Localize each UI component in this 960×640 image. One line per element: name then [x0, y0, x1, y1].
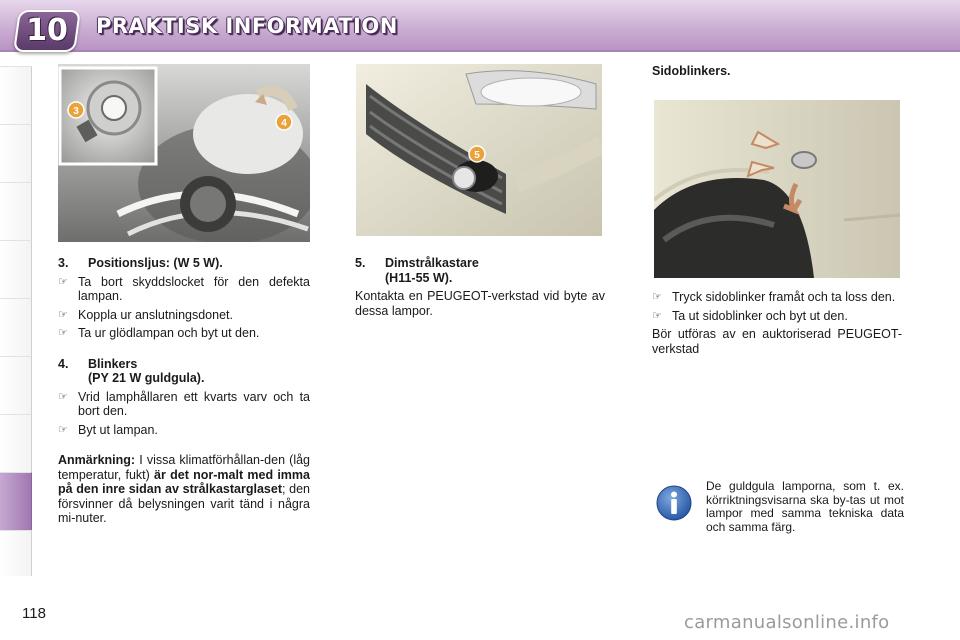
chapter-tab-strip: [0, 66, 34, 576]
callout-4: 4: [281, 118, 287, 129]
chapter-header: [0, 0, 960, 52]
chapter-tab[interactable]: [0, 240, 32, 298]
bullet-item: ☞ Tryck sidoblinker framåt och ta loss den.: [652, 290, 896, 304]
chapter-number: 10: [26, 13, 68, 48]
bullet-item: ☞ Ta ur glödlampan och byt ut den.: [58, 326, 260, 340]
section-4-heading: 4. Blinkers (PY 21 W guldgula).: [58, 356, 205, 385]
side-repeater-note: Bör utföras av en auktoriserad PEUGEOT-verkstad: [652, 327, 902, 356]
chapter-tab[interactable]: [0, 414, 32, 472]
page-title: PRAKTISK INFORMATION: [96, 14, 398, 38]
page-number: 118: [22, 605, 46, 622]
column-right: [652, 290, 902, 356]
chapter-tab[interactable]: [0, 298, 32, 356]
bullet-item: ☞ Koppla ur anslutningsdonet.: [58, 307, 233, 322]
hand-pointer-icon: ☞: [58, 423, 68, 436]
side-repeater-photo: [654, 100, 900, 278]
section-5-heading: 5. Dimstrålkastare (H11-55 W).: [355, 256, 479, 285]
fog-lamp-photo: [356, 64, 602, 236]
bullet-item: ☞ Byt ut lampan.: [58, 422, 158, 437]
chapter-tab[interactable]: [0, 530, 32, 576]
hand-pointer-icon: ☞: [652, 291, 662, 303]
bullet-item: ☞ Ta ut sidoblinker och byt ut den.: [652, 308, 848, 323]
column-right-title: [652, 64, 902, 79]
column-left: [58, 256, 310, 526]
hand-pointer-icon: ☞: [652, 309, 662, 322]
hand-pointer-icon: ☞: [58, 327, 68, 339]
chapter-tab[interactable]: [0, 66, 32, 124]
hand-pointer-icon: ☞: [58, 390, 68, 403]
watermark: carmanualsonline.info: [684, 612, 890, 633]
chapter-tab[interactable]: [0, 182, 32, 240]
chapter-badge: [13, 10, 81, 52]
callout-3: 3: [73, 106, 79, 117]
chapter-tab[interactable]: [0, 356, 32, 414]
side-repeater-heading: Sidoblinkers.: [652, 64, 731, 78]
note-paragraph: Anmärkning: I vissa klimatförhållan-den (låg temperatur, fukt) är det nor-malt med imma på den inre sidan av strålkastarglaset; den försvinner då belysningen varit tänd i några mi-nuter.: [58, 453, 310, 525]
section-3-heading: 3. Positionsljus: (W 5 W).: [58, 256, 223, 270]
column-middle: [355, 256, 605, 318]
hand-pointer-icon: ☞: [58, 308, 68, 321]
bullet-item: ☞ Ta bort skyddslocket för den defekta lampan.: [58, 274, 310, 303]
headlamp-rear-photo: [58, 64, 310, 242]
section-5-text: Kontakta en PEUGEOT-verkstad vid byte av dessa lampor.: [355, 289, 605, 318]
bullet-item: ☞ Vrid lamphållaren ett kvarts varv och ta bort den.: [58, 389, 310, 418]
hand-pointer-icon: ☞: [58, 275, 68, 288]
info-note: De guldgula lamporna, som t. ex. körriktningsvisarna ska by-tas ut mot lampor med samma tekniska data och samma färg.: [706, 479, 904, 534]
info-icon: [656, 485, 692, 521]
callout-5: 5: [474, 150, 480, 161]
chapter-tab[interactable]: [0, 124, 32, 182]
chapter-tab-active[interactable]: [0, 472, 32, 530]
